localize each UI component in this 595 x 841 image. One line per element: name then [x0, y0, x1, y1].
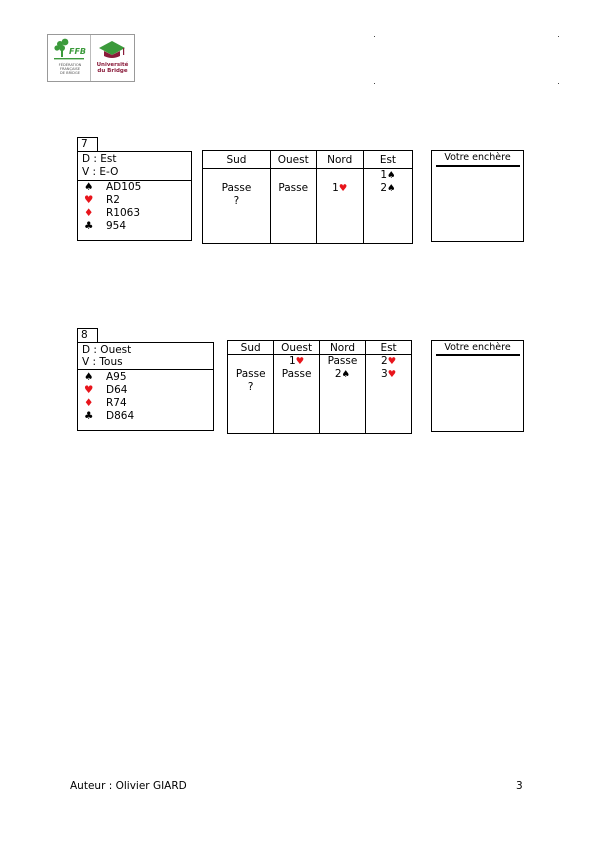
diamond-cards: R74 [106, 397, 127, 409]
deal-number: 7 [77, 137, 98, 152]
heart-icon: ♥ [295, 356, 305, 367]
spade-icon: ♠ [341, 369, 351, 380]
bid-level: 2 [334, 368, 342, 380]
answer-label: Votre enchère [444, 342, 511, 353]
bid-level: 1 [288, 355, 296, 367]
column-est [366, 355, 412, 434]
bid-question: ? [247, 381, 254, 393]
hand-hearts [84, 384, 127, 397]
heart-icon: ♥ [387, 369, 397, 380]
vulnerability-label: V : Tous [82, 356, 123, 368]
bid-level: 1 [380, 169, 388, 181]
bid-level: 1 [332, 182, 339, 194]
header-sud: Sud [228, 341, 274, 355]
header-nord: Nord [319, 341, 365, 355]
diamond-icon: ♦ [84, 397, 94, 409]
header-est: Est [366, 341, 412, 355]
universite-line1: Université [96, 62, 129, 68]
header-nord: Nord [316, 151, 363, 169]
dealer-label: D : Ouest [82, 344, 132, 356]
column-ouest [270, 169, 316, 244]
ffb-name-line1: FÉDÉRATION [58, 63, 82, 67]
bid [364, 182, 412, 195]
bid [366, 368, 411, 381]
diamond-cards: R1063 [106, 207, 141, 219]
heart-icon: ♥ [338, 183, 348, 194]
answer-box[interactable] [431, 340, 524, 432]
bid: Passe [327, 355, 358, 367]
universite-name [91, 62, 134, 74]
bid [317, 182, 363, 195]
header-ouest: Ouest [270, 151, 316, 169]
hand-diamonds [84, 207, 140, 220]
spade-icon: ♠ [84, 371, 94, 383]
header-est: Est [363, 151, 412, 169]
column-est [363, 169, 412, 244]
page-number: 3 [516, 780, 523, 792]
ffb-logo [47, 34, 135, 82]
bid-question: ? [233, 195, 240, 207]
answer-underline [436, 165, 520, 167]
bid [320, 368, 365, 381]
header-dot [374, 83, 375, 84]
heart-icon: ♥ [84, 384, 94, 396]
column-nord [319, 355, 365, 434]
header-ouest: Ouest [274, 341, 319, 355]
bidding-table [202, 150, 413, 244]
spade-icon: ♠ [387, 170, 396, 181]
vulnerability-label: V : E-O [82, 166, 119, 178]
ffb-name-line3: DE BRIDGE [59, 71, 81, 76]
heart-icon: ♥ [84, 194, 94, 206]
hand-clubs [84, 220, 126, 233]
bid-level: 3 [380, 368, 388, 380]
deal-info-box [77, 151, 192, 241]
answer-box[interactable] [431, 150, 524, 242]
column-sud [203, 169, 271, 244]
heart-cards: D64 [106, 384, 128, 396]
footer-author: Auteur : Olivier GIARD [70, 780, 187, 792]
bid: Passe [221, 182, 252, 194]
answer-label: Votre enchère [444, 152, 511, 163]
club-cards: 954 [106, 220, 127, 232]
heart-cards: R2 [106, 194, 120, 206]
bid: Passe [281, 368, 312, 380]
column-nord [316, 169, 363, 244]
spade-icon: ♠ [387, 183, 396, 194]
header-sud: Sud [203, 151, 271, 169]
header-dot [374, 36, 375, 37]
bid-level: 2 [380, 355, 388, 367]
universite-line2: du Bridge [97, 68, 128, 74]
bid-level: 2 [380, 182, 388, 194]
hand-spades [84, 181, 141, 194]
spade-cards: AD105 [106, 181, 142, 193]
bid: Passe [278, 182, 309, 194]
club-cards: D864 [106, 410, 135, 422]
header-dot [558, 83, 559, 84]
hand-clubs [84, 410, 134, 423]
bid: Passe [235, 368, 266, 380]
ffb-logo-left [48, 35, 91, 81]
bid [364, 169, 412, 182]
diamond-icon: ♦ [84, 207, 94, 219]
universite-logo [91, 35, 134, 81]
spade-icon: ♠ [84, 181, 94, 193]
column-sud [228, 355, 274, 434]
hand-hearts [84, 194, 120, 207]
spade-cards: A95 [106, 371, 127, 383]
bid [274, 355, 318, 368]
column-ouest [274, 355, 319, 434]
graduation-cap-icon [91, 35, 134, 81]
hand-spades [84, 371, 127, 384]
hand-divider [78, 369, 213, 370]
bidding-table [227, 340, 412, 434]
deal-number: 8 [77, 328, 98, 343]
header-dot [558, 36, 559, 37]
deal-info-box [77, 342, 214, 431]
hand-diamonds [84, 397, 127, 410]
answer-underline [436, 354, 520, 356]
club-icon: ♣ [84, 410, 94, 422]
ffb-name-line2: FRANÇAISE [59, 67, 81, 72]
heart-icon: ♥ [387, 356, 397, 367]
ffb-name [52, 63, 88, 76]
dealer-label: D : Est [82, 153, 117, 165]
club-icon: ♣ [84, 220, 94, 232]
ffb-abbr: FFB [69, 47, 87, 56]
bid [366, 355, 411, 368]
